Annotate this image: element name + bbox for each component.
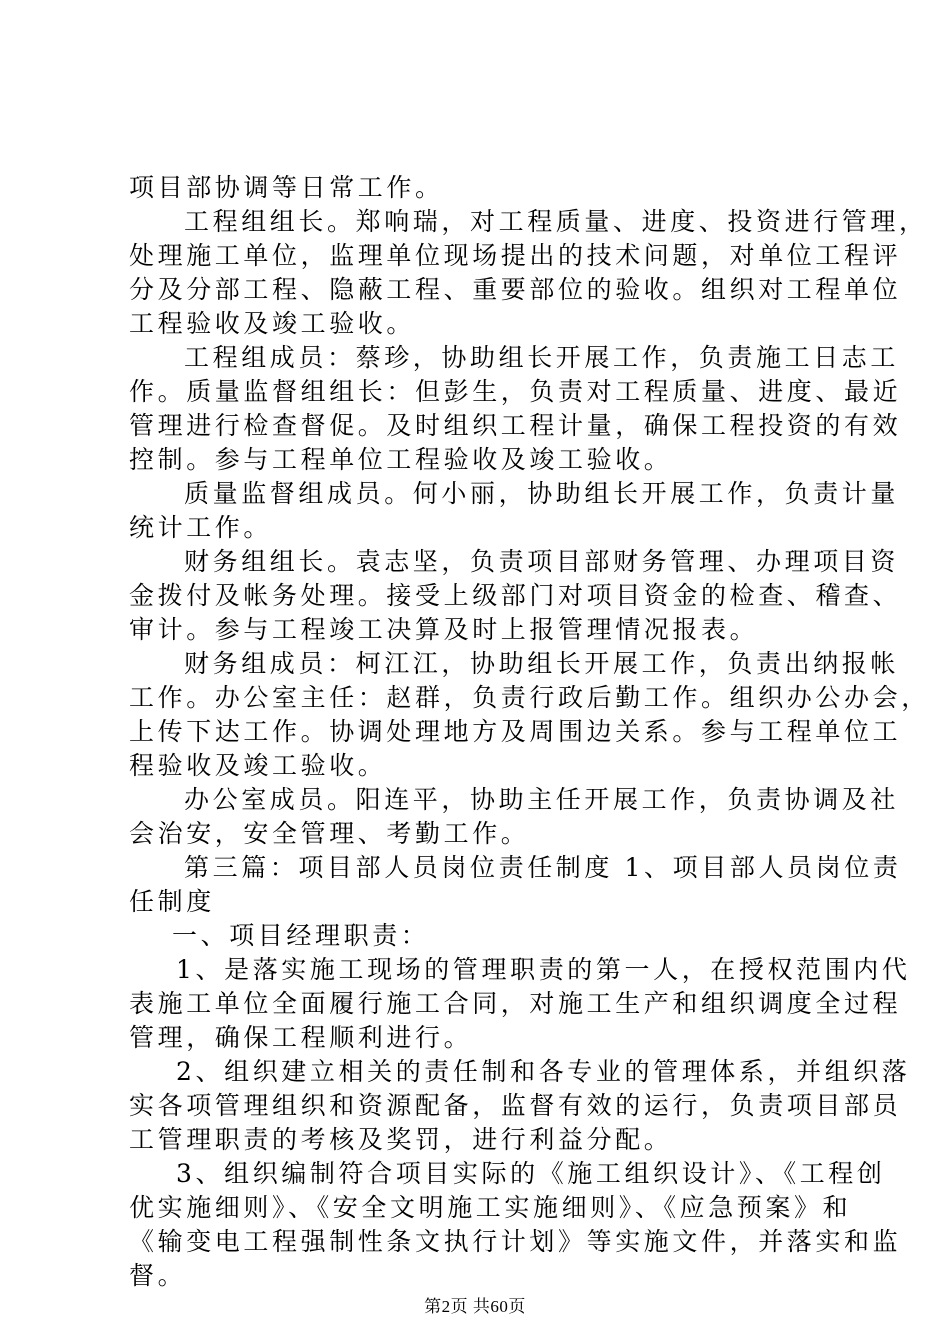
text-line: 财务组成员：柯江江，协助组长开展工作，负责出纳报帐 — [184, 649, 900, 678]
text-line: 管理，确保工程顺利进行。 — [129, 1023, 473, 1052]
text-line: 控制。参与工程单位工程验收及竣工验收。 — [129, 445, 673, 474]
text-line: 工程组成员：蔡珍，协助组长开展工作，负责施工日志工 — [184, 343, 900, 372]
text-line: 1、是落实施工现场的管理职责的第一人，在授权范围内代 — [176, 955, 911, 984]
text-line: 财务组组长。袁志坚，负责项目部财务管理、办理项目资 — [184, 547, 900, 576]
text-line: 工程验收及竣工验收。 — [129, 309, 416, 338]
text-line: 会治安，安全管理、考勤工作。 — [129, 819, 530, 848]
text-line: 管理进行检查督促。及时组织工程计量，确保工程投资的有效 — [129, 411, 902, 440]
section-heading: 任制度 — [129, 887, 215, 916]
text-line: 优实施细则》、《安全文明施工实施细则》、《应急预案》和 — [129, 1193, 852, 1222]
text-line: 分及分部工程、隐蔽工程、重要部位的验收。组织对工程单位 — [129, 275, 902, 304]
text-line: 项目部协调等日常工作。 — [129, 173, 444, 202]
text-line: 3、组织编制符合项目实际的《施工组织设计》、《工程创 — [176, 1159, 886, 1188]
text-line: 审计。参与工程竣工决算及时上报管理情况报表。 — [129, 615, 759, 644]
text-line: 表施工单位全面履行施工合同，对施工生产和组织调度全过程 — [129, 989, 902, 1018]
text-line: 督。 — [129, 1261, 187, 1290]
text-line: 工作。办公室主任：赵群，负责行政后勤工作。组织办公办会， — [129, 683, 930, 712]
text-line: 处理施工单位，监理单位现场提出的技术问题，对单位工程评 — [129, 241, 902, 270]
text-line: 统计工作。 — [129, 513, 273, 542]
text-line: 上传下达工作。协调处理地方及周围边关系。参与工程单位工 — [129, 717, 902, 746]
text-line: 2、组织建立相关的责任制和各专业的管理体系，并组织落 — [176, 1057, 911, 1086]
text-line: 金拨付及帐务处理。接受上级部门对项目资金的检查、稽查、 — [129, 581, 902, 610]
text-line: 程验收及竣工验收。 — [129, 751, 387, 780]
text-line: 实各项管理组织和资源配备，监督有效的运行，负责项目部员 — [129, 1091, 902, 1120]
text-line: 办公室成员。阳连平，协助主任开展工作，负责协调及社 — [184, 785, 900, 814]
subsection-heading: 一、项目经理职责： — [172, 921, 430, 950]
text-line: 作。质量监督组组长：但彭生，负责对工程质量、进度、最近 — [129, 377, 902, 406]
page-number-footer: 第2页 共60页 — [424, 1297, 526, 1316]
text-line: 工程组组长。郑响瑞，对工程质量、进度、投资进行管理， — [184, 207, 928, 236]
section-heading: 第三篇：项目部人员岗位责任制度 1、项目部人员岗位责 — [184, 853, 902, 882]
text-line: 《输变电工程强制性条文执行计划》等实施文件，并落实和监 — [129, 1227, 902, 1256]
text-line: 工管理职责的考核及奖罚，进行利益分配。 — [129, 1125, 673, 1154]
text-line: 质量监督组成员。何小丽，协助组长开展工作，负责计量 — [184, 479, 900, 508]
